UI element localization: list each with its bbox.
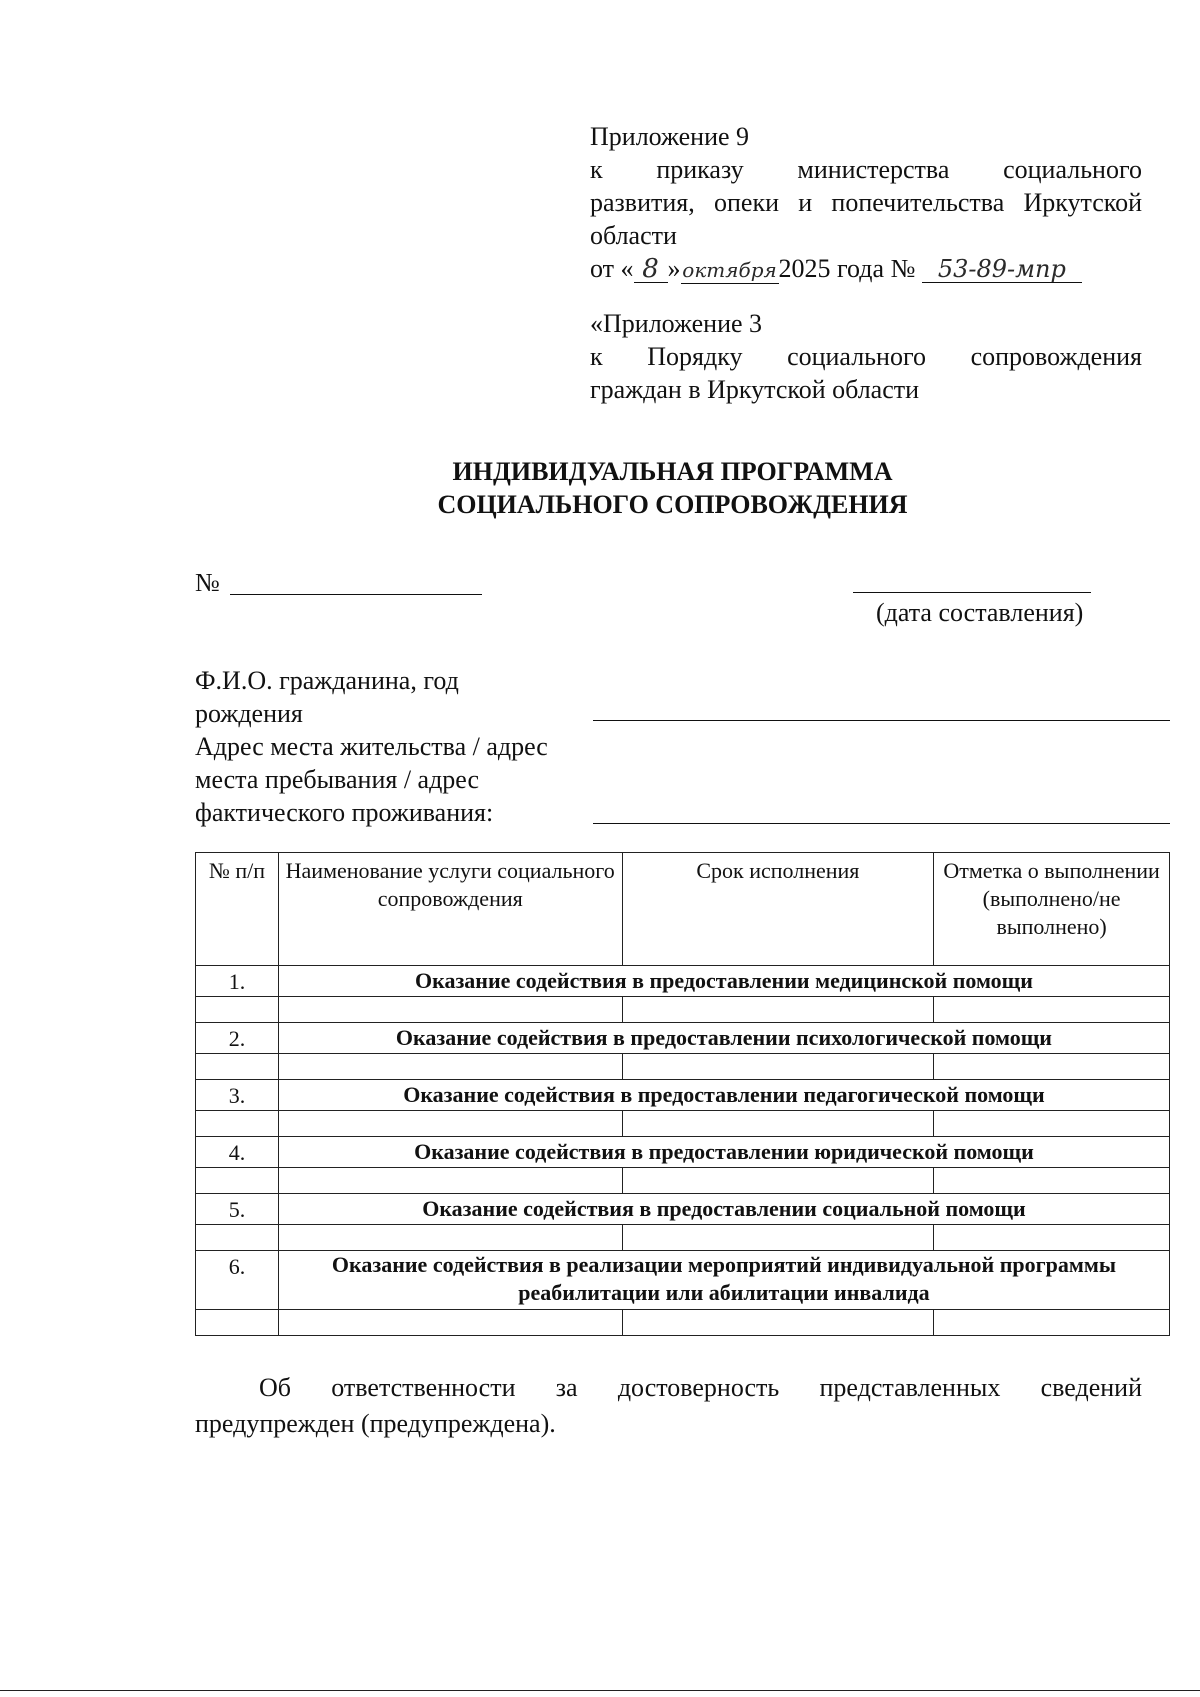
appendix2-title: «Приложение 3: [590, 309, 763, 338]
table-row: [196, 966, 1170, 997]
section-number: 4.: [196, 1137, 279, 1168]
fio-label: Ф.И.О. гражданина, год: [195, 666, 459, 695]
section-name: Оказание содействия в предоставлении социальной помощи: [278, 1194, 1169, 1225]
program-number-label: №: [195, 568, 220, 597]
section-name: Оказание содействия в предоставлении юридической помощи: [278, 1137, 1169, 1168]
header-mark: Отметка о выполнении (выполнено/не выполнено): [934, 853, 1170, 966]
handwritten-month: октября: [682, 258, 777, 282]
date-prefix: от «: [590, 254, 634, 283]
appendix-line: области: [590, 221, 677, 250]
responsibility-warning: [195, 1370, 1142, 1442]
table-row: [196, 1194, 1170, 1225]
table-row: [196, 1054, 1170, 1080]
date-caption: (дата составления): [876, 598, 1084, 627]
table-row: [196, 1137, 1170, 1168]
table-row: [196, 1080, 1170, 1111]
header-num: № п/п: [196, 853, 279, 966]
fio-label: рождения: [195, 699, 303, 728]
title-line: ИНДИВИДУАЛЬНАЯ ПРОГРАММА: [452, 457, 893, 486]
appendix-block: [590, 120, 1142, 406]
citizen-fields: [195, 664, 595, 829]
table-row: [196, 1251, 1170, 1310]
address-label: места пребывания / адрес: [195, 765, 480, 794]
warning-line: Об ответственности за достоверность представленных сведений: [259, 1373, 1142, 1402]
table-row: [196, 1310, 1170, 1336]
bottom-rule: [0, 1690, 1200, 1691]
warning-line: предупрежден (предупреждена).: [195, 1409, 556, 1438]
section-name: Оказание содействия в предоставлении педагогической помощи: [278, 1080, 1169, 1111]
header-name: Наименование услуги социального сопровождения: [278, 853, 622, 966]
section-number: 5.: [196, 1194, 279, 1225]
appendix2-line: к Порядку социального сопровождения: [590, 342, 1142, 371]
address-label: Адрес места жительства / адрес: [195, 732, 548, 761]
table-row: [196, 1023, 1170, 1054]
table-header-row: [196, 853, 1170, 966]
order-date-line: [590, 252, 1142, 285]
title-line: СОЦИАЛЬНОГО СОПРОВОЖДЕНИЯ: [437, 490, 908, 519]
appendix-title: Приложение 9: [590, 122, 750, 151]
section-name: Оказание содействия в предоставлении психологической помощи: [278, 1023, 1169, 1054]
spacer: [590, 285, 1142, 307]
section-number: 6.: [196, 1251, 279, 1310]
table-row: [196, 997, 1170, 1023]
header-term: Срок исполнения: [622, 853, 934, 966]
program-number-line: [230, 594, 482, 595]
appendix-line: развития, опеки и попечительства Иркутской: [590, 188, 1142, 217]
date-line: [853, 592, 1091, 593]
section-number: 1.: [196, 966, 279, 997]
table-row: [196, 1111, 1170, 1137]
address-line: [593, 823, 1170, 824]
section-number: 3.: [196, 1080, 279, 1111]
section-name: Оказание содействия в реализации мероприятий индивидуальной программы реабилитации или абилитации инвалида: [278, 1251, 1169, 1310]
date-mid: »: [667, 254, 681, 283]
fio-line: [593, 720, 1170, 721]
address-label: фактического проживания:: [195, 798, 494, 827]
appendix2-line: граждан в Иркутской области: [590, 375, 920, 404]
section-name: Оказание содействия в предоставлении медицинской помощи: [278, 966, 1169, 997]
appendix-line: к приказу министерства социального: [590, 155, 1142, 184]
table-row: [196, 1225, 1170, 1251]
document-title: [0, 455, 1200, 521]
section-number: 2.: [196, 1023, 279, 1054]
date-year: 2025 года №: [778, 254, 916, 283]
handwritten-order-number: 53-89-мпр: [922, 256, 1082, 283]
services-table: [195, 852, 1170, 1336]
table-row: [196, 1168, 1170, 1194]
handwritten-day: 8: [634, 256, 668, 283]
